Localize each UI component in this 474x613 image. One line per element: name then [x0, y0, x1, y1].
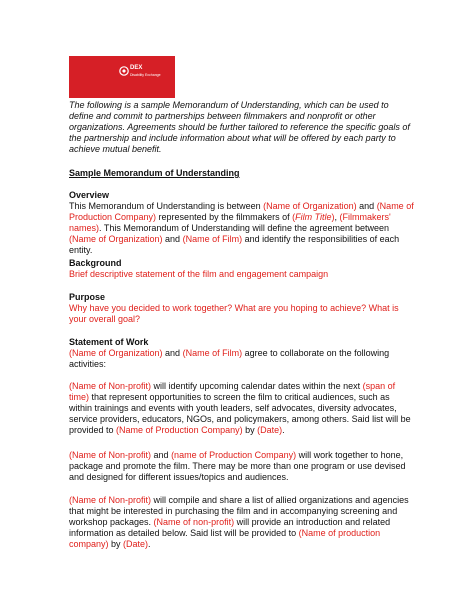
activity-text: . [282, 425, 285, 435]
placeholder-date: (Date) [257, 425, 283, 435]
activity-text: . [148, 539, 151, 549]
placeholder-org: (Name of Organization) [263, 201, 357, 211]
logo-mark-icon [119, 66, 129, 76]
activity-text: and [151, 450, 172, 460]
placeholder-paren: ) [331, 212, 335, 222]
placeholder-nonprofit: (Name of Non-profit) [69, 495, 152, 505]
overview-paragraph [69, 201, 414, 256]
placeholder-film: (Name of Film) [182, 234, 243, 244]
placeholder-film-title: Film Title [295, 212, 332, 222]
placeholder-production-company: (Name of production company) [69, 528, 381, 549]
placeholder-nonprofit: (Name of non-profit) [153, 517, 235, 527]
logo-banner [69, 56, 175, 98]
placeholder-org: (Name of Organization) [69, 348, 163, 358]
overview-text: and [162, 234, 183, 244]
purpose-heading: Purpose [69, 292, 106, 302]
logo-name: DEX [130, 65, 143, 71]
work-heading: Statement of Work [69, 337, 149, 347]
document-title: Sample Memorandum of Understanding [69, 168, 240, 178]
activity-paragraph-2 [69, 450, 414, 483]
placeholder-production-company: (Name of Production Company) [69, 201, 414, 222]
placeholder-nonprofit: (Name of Non-profit) [69, 381, 152, 391]
overview-heading: Overview [69, 190, 110, 200]
intro-paragraph: The following is a sample Memorandum of Understanding, which can be used to define and commit to partnerships between filmmakers and nonprofit or other organizations. Agreements should be further tailored to reference the specific goals of the partnership and include information about what will be offered by each party to achieve mutual benefit. [69, 100, 410, 154]
overview-text: This Memorandum of Understanding is between [69, 201, 264, 211]
work-text: agree to collaborate on the following activities: [69, 348, 390, 369]
placeholder-production-company: (Name of Production Company) [116, 425, 243, 435]
activity-text: will provide an introduction and related information as detailed below. Said list will be provided to [69, 517, 391, 538]
placeholder-paren: ( [292, 212, 296, 222]
work-paragraph [69, 348, 414, 370]
work-text: and [162, 348, 183, 358]
activity-text: will compile and share a list of allied organizations and agencies that might be interested in purchasing the film and in accompanying screening and workshop packages. [69, 495, 409, 527]
placeholder-nonprofit: (Name of Non-profit) [69, 450, 152, 460]
overview-text: , [334, 212, 340, 222]
background-text: Brief descriptive statement of the film and engagement campaign [69, 269, 329, 279]
placeholder-production-company: (name of Production Company) [171, 450, 297, 460]
overview-text: and [356, 201, 377, 211]
placeholder-org: (Name of Organization) [69, 234, 163, 244]
logo-subtitle: Disability Exchange [130, 73, 161, 77]
activity-paragraph-3 [69, 495, 414, 550]
placeholder-span-of-time: (span of time) [69, 381, 396, 402]
overview-text: and identify the responsibilities of each entity. [69, 234, 400, 255]
placeholder-filmmakers: (Filmmakers' names) [69, 212, 391, 233]
placeholder-film: (Name of Film) [182, 348, 243, 358]
purpose-text: Why have you decided to work together? What are you hoping to achieve? What is your overall goal? [69, 303, 399, 324]
background-heading: Background [69, 258, 122, 268]
activity-paragraph-1 [69, 381, 414, 436]
placeholder-date: (Date) [123, 539, 149, 549]
activity-text: by [108, 539, 124, 549]
activity-text: by [242, 425, 258, 435]
overview-text: . This Memorandum of Understanding will define the agreement between [99, 223, 390, 233]
activity-text: that represent opportunities to screen the film to critical audiences, such as within trainings and events with youth leaders, self advocates, diversity advocates, service providers, educators, NGOs, and policymakers, among others. Said list will be provided to [69, 392, 411, 435]
activity-text: will identify upcoming calendar dates within the next [151, 381, 363, 391]
overview-text: represented by the filmmakers of [156, 212, 293, 222]
activity-text: will work together to hone, package and promote the film. There may be more than one program or use devised and designed for different issues/topics and audiences. [69, 450, 406, 482]
